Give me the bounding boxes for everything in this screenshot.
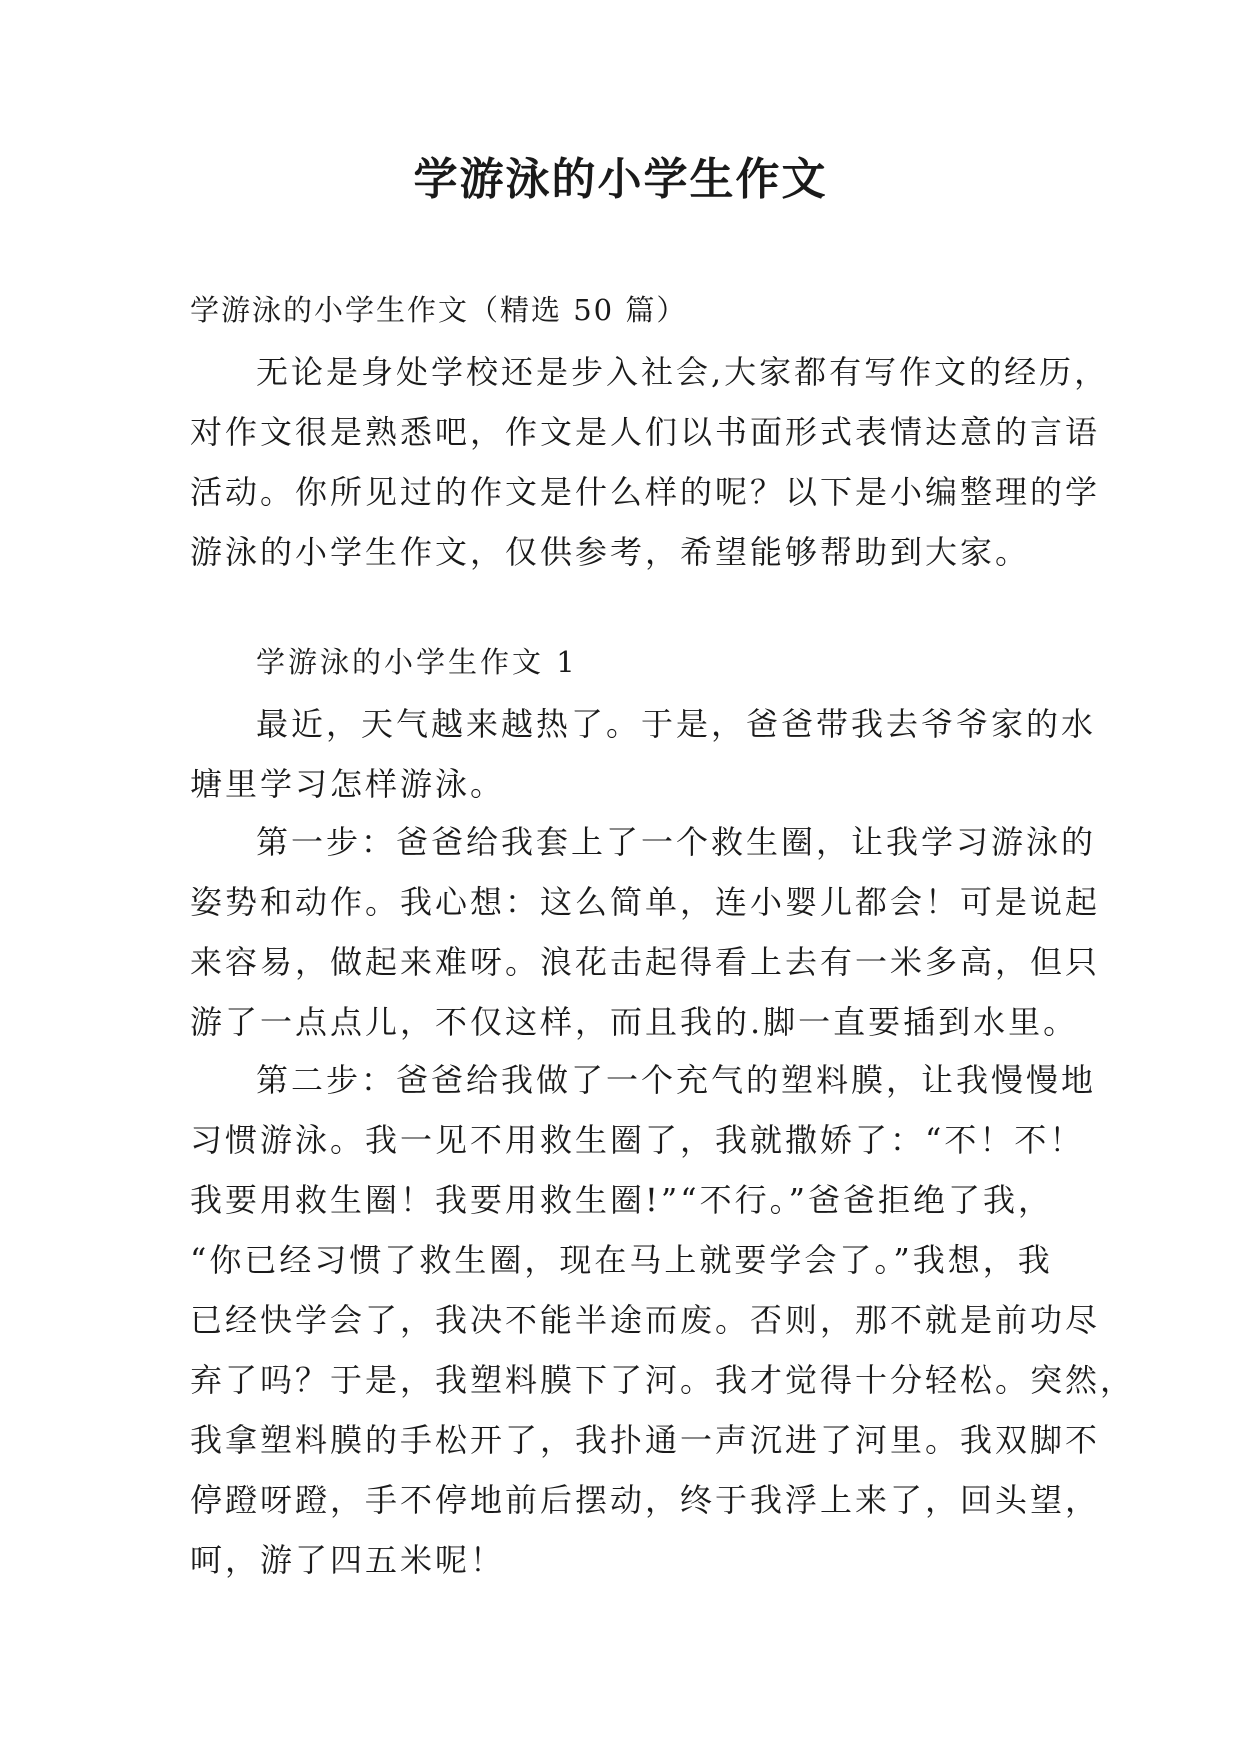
- paragraph-line: 来容易，做起来难呀。浪花击起得看上去有一米多高，但只: [190, 943, 1101, 981]
- paragraph-line: 姿势和动作。我心想：这么简单，连小婴儿都会！可是说起: [190, 883, 1101, 921]
- paragraph-line: 呵，游了四五米呢！: [190, 1541, 506, 1579]
- paragraph-line: 我要用救生圈！我要用救生圈!”“不行。”爸爸拒绝了我，: [190, 1181, 1053, 1219]
- paragraph-line: 第一步：爸爸给我套上了一个救生圈，让我学习游泳的: [256, 823, 1097, 861]
- paragraph-line: 停蹬呀蹬，手不停地前后摆动，终于我浮上来了，回头望，: [190, 1481, 1101, 1519]
- paragraph-line: 塘里学习怎样游泳。: [190, 765, 506, 803]
- intro-line: 游泳的小学生作文，仅供参考，希望能够帮助到大家。: [190, 533, 1031, 571]
- document-title: 学游泳的小学生作文: [413, 154, 828, 205]
- paragraph-line: 弃了吗？于是，我塑料膜下了河。我才觉得十分轻松。突然，: [190, 1361, 1136, 1399]
- document-subtitle: 学游泳的小学生作文（精选 50 篇）: [190, 293, 688, 327]
- intro-line: 无论是身处学校还是步入社会,大家都有写作文的经历，: [256, 353, 1110, 391]
- paragraph-line: 已经快学会了，我决不能半途而废。否则，那不就是前功尽: [190, 1301, 1101, 1339]
- paragraph-line: “你已经习惯了救生圈，现在马上就要学会了。”我想，我: [190, 1241, 1053, 1279]
- paragraph-line: 最近，天气越来越热了。于是，爸爸带我去爷爷家的水: [256, 705, 1097, 743]
- paragraph-line: 第二步：爸爸给我做了一个充气的塑料膜，让我慢慢地: [256, 1061, 1097, 1099]
- intro-line: 活动。你所见过的作文是什么样的呢？以下是小编整理的学: [190, 473, 1101, 511]
- paragraph-line: 我拿塑料膜的手松开了，我扑通一声沉进了河里。我双脚不: [190, 1421, 1101, 1459]
- intro-line: 对作文很是熟悉吧，作文是人们以书面形式表情达意的言语: [190, 413, 1101, 451]
- paragraph-line: 游了一点点儿，不仅这样，而且我的.脚一直要插到水里。: [190, 1003, 1079, 1041]
- paragraph-line: 习惯游泳。我一见不用救生圈了，我就撒娇了：“不！不！: [190, 1121, 1085, 1159]
- essay-heading: 学游泳的小学生作文 1: [256, 645, 578, 679]
